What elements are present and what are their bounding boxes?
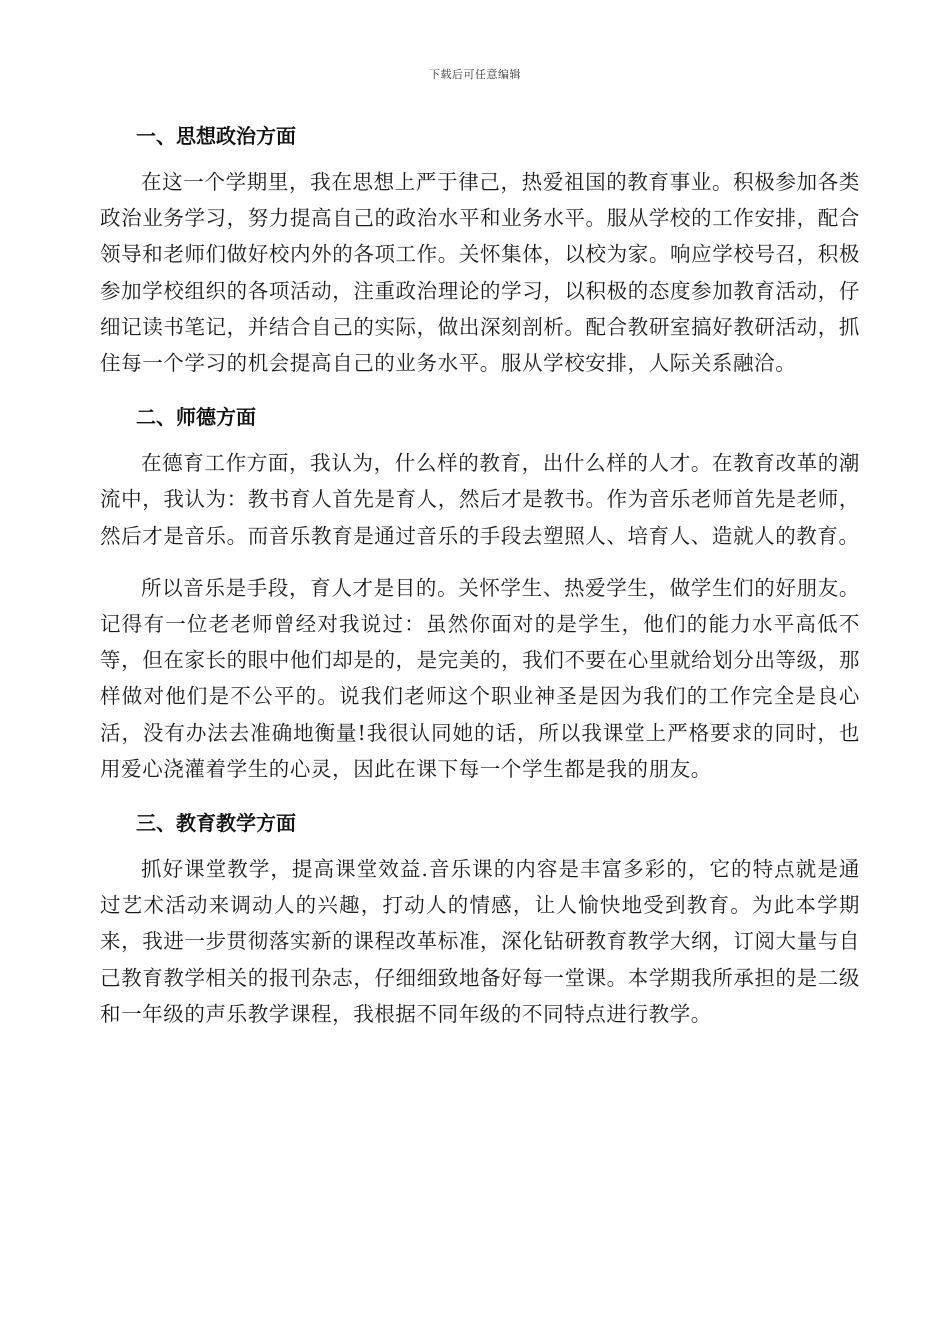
paragraph: 在德育工作方面，我认为，什么样的教育，出什么样的人才。在教育改革的潮流中，我认为：教书育人首先是育人，然后才是教书。作为音乐老师首先是老师，然后才是音乐。而音乐教育是通过音乐的手段去塑照人、培育人、造就人的教育。 — [100, 451, 860, 548]
paragraph: 在这一个学期里，我在思想上严于律己，热爱祖国的教育事业。积极参加各类政治业务学习，努力提高自己的政治水平和业务水平。服从学校的工作安排，配合领导和老师们做好校内外的各项工作。关怀集体，以校为家。响应学校号召，积极参加学校组织的各项活动，注重政治理论的学习，以积极的态度参加教育活动，仔细记读书笔记，并结合自己的实际，做出深刻剖析。配合教研室搞好教研活动，抓住每一个学习的机会提高自己的业务水平。服从学校安排，人际关系融洽。 — [100, 170, 860, 376]
section-heading: 二、师德方面 — [136, 405, 256, 430]
document-body — [100, 112, 860, 1050]
section-ethics — [100, 399, 860, 787]
section-political — [100, 118, 860, 381]
paragraph: 所以音乐是手段，育人才是目的。关怀学生、热爱学生，做学生们的好朋友。记得有一位老老师曾经对我说过：虽然你面对的是学生，他们的能力水平高低不等，但在家长的眼中他们却是的，是完美的，我们不要在心里就给划分出等级，那样做对他们是不公平的。说我们老师这个职业神圣是因为我们的工作完全是良心活，没有办法去准确地衡量!我很认同她的话，所以我课堂上严格要求的同时，也用爱心浇灌着学生的心灵，因此在课下每一个学生都是我的朋友。 — [100, 575, 860, 781]
section-teaching — [100, 805, 860, 1032]
section-heading: 一、思想政治方面 — [136, 124, 296, 148]
paragraph: 抓好课堂教学，提高课堂效益.音乐课的内容是丰富多彩的，它的特点就是通过艺术活动来调动人的兴趣，打动人的情感，让人愉快地受到教育。为此本学期来，我进一步贯彻落实新的课程改革标准，深化钻研教育教学大纲，订阅大量与自己教育教学相关的报刊杂志，仔细细致地备好每一堂课。本学期我所承担的是二级和一年级的声乐教学课程，我根据不同年级的不同特点进行教学。 — [100, 857, 860, 1026]
page-header-note: 下载后可任意编辑 — [429, 68, 521, 81]
section-heading: 三、教育教学方面 — [136, 811, 296, 836]
